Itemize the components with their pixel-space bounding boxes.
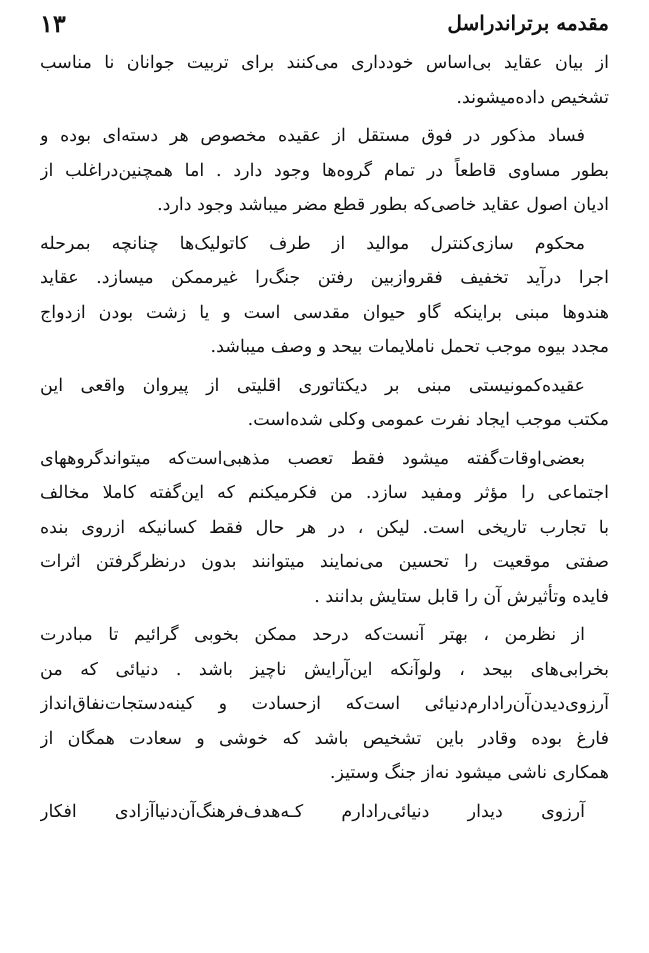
text-line: با تجارب تاریخی است. لیکن ، در هر حال فقط کسانیکه ازروی بنده (40, 517, 609, 538)
paragraph (40, 618, 609, 791)
paragraph (40, 369, 609, 438)
text-line: مجدد بیوه موجب تحمل ناملایمات بیحد و وصف میباشد. (210, 337, 609, 357)
text-line: بطور مساوی قاطعاً در تمام گروه‌ها وجود دارد . اما همچنین‌دراغلب از (40, 160, 609, 181)
text-line: همکاری ناشی میشود نه‌از جنگ وستیز. (329, 763, 609, 783)
text-line: محکوم سازی‌کنترل موالید از طرف کاتولیک‌ها چنانچه بمرحله (40, 233, 585, 254)
text-line: بعضی‌اوقات‌گفته میشود فقط تعصب مذهبی‌است‌که میتواندگروههای (40, 448, 585, 469)
page-header (40, 8, 609, 38)
text-line: صفتی موقعیت را تحسین می‌نمایند میتوانند بدون درنظرگرفتن اثرات (40, 552, 609, 572)
paragraph (40, 795, 609, 830)
text-line: فارغ بوده وقادر باین تشخیص باشد که خوشی و سعادت همگان از (40, 728, 609, 749)
paragraph (40, 227, 609, 365)
text-line: اجتماعی را مؤثر ومفید سازد. من فکرمیکنم که این‌گفته کاملا مخالف (40, 483, 609, 503)
text-line: فساد مذکور در فوق مستقل از عقیده مخصوص هر دسته‌ای بوده و (40, 126, 585, 146)
text-line: تشخیص داده‌میشوند. (456, 87, 609, 108)
body-text (40, 46, 609, 833)
text-line: ادیان اصول عقاید خاصی‌که بطور قطع مضر میباشد وجود دارد. (157, 195, 609, 215)
text-line: مکتب موجب ایجاد نفرت عمومی وکلی شده‌است. (247, 410, 609, 430)
running-title: مقدمه برتراندراسل (447, 11, 609, 35)
paragraph (40, 119, 609, 223)
text-line: اجرا درآید تخفیف فقروازبین رفتن جنگ‌را غیرممکن میسازد. عقاید (40, 268, 609, 288)
text-line: بخرابی‌های بیحد ، ولوآنکه این‌آرایش ناچیز باشد . دنیائی که من (40, 659, 609, 680)
text-line: آرزوی‌دیدن‌آن‌رادارم‌دنیائی است‌که ازحسادت و کینه‌دستجات‌نفاق‌انداز (40, 694, 609, 714)
text-line: از بیان عقاید بی‌اساس خودداری می‌کنند برای تربیت جوانان نا مناسب (40, 53, 609, 73)
text-line: هندوها مبنی براینکه گاو حیوان مقدسی است و یا زشت بودن ازدواج (40, 302, 609, 323)
page-number: ۱۳ (40, 8, 66, 38)
paragraph (40, 442, 609, 615)
text-line: عقیده‌کمونیستی مبنی بر دیکتاتوری اقلیتی از پیروان واقعی این (40, 375, 585, 396)
paragraph (40, 46, 609, 115)
text-line: فایده وتأثیرش آن را قابل ستایش بدانند . (314, 586, 609, 607)
text-line: از نظرمن ، بهتر آنست‌که درحد ممکن بخوبی گرائیم تا مبادرت (40, 625, 585, 645)
text-line: آرزوی دیدار دنیائی‌رادارم کـه‌هدف‌فرهنگ‌آن‌دنیاآزادی افکار (40, 801, 585, 822)
